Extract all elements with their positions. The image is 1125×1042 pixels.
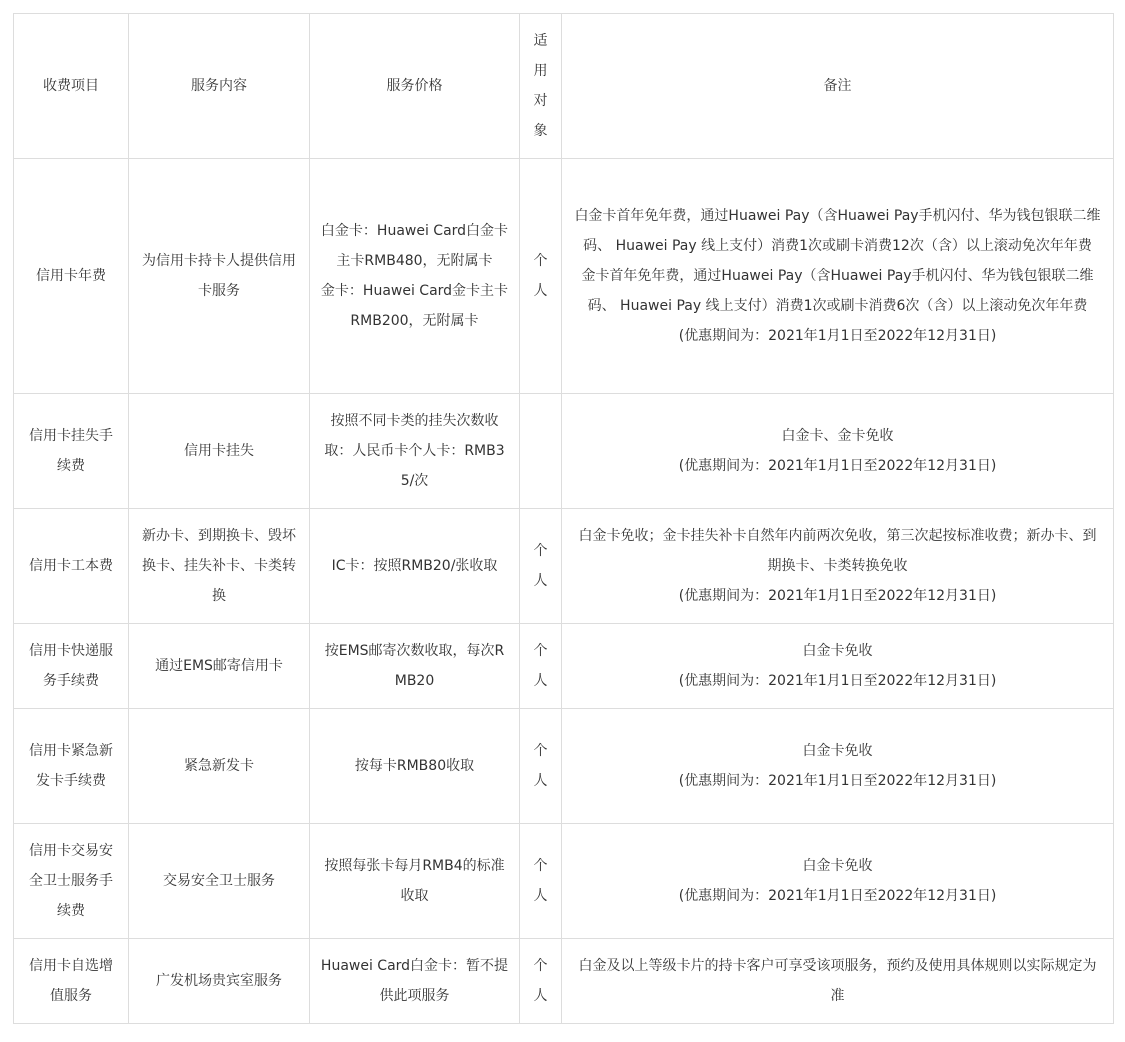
cell-content [129, 624, 310, 709]
target-text: 个人 [533, 253, 548, 299]
content-text: 广发机场贵宾室服务 [156, 973, 282, 989]
item-text: 信用卡快递服务手续费 [29, 643, 113, 689]
remark-text: 白金卡免收 (优惠期间为：2021年1月1日至2022年12月31日) [678, 643, 997, 689]
header-service-content [129, 14, 310, 159]
cell-remark [562, 159, 1114, 394]
cell-price [310, 159, 520, 394]
table-row [14, 709, 1114, 824]
cell-content [129, 509, 310, 624]
table-row [14, 159, 1114, 394]
header-label: 服务价格 [386, 78, 443, 94]
cell-remark [562, 509, 1114, 624]
cell-content [129, 939, 310, 1024]
item-text: 信用卡工本费 [29, 558, 113, 574]
item-text: 信用卡挂失手续费 [29, 428, 113, 474]
price-text: IC卡：按照RMB20/张收取 [331, 558, 498, 574]
target-text: 个人 [533, 543, 548, 589]
cell-item [14, 939, 129, 1024]
cell-item [14, 709, 129, 824]
target-text: 个人 [533, 643, 548, 689]
cell-item [14, 394, 129, 509]
header-service-price [310, 14, 520, 159]
cell-target [520, 159, 562, 394]
remark-text: 白金卡免收 (优惠期间为：2021年1月1日至2022年12月31日) [678, 743, 997, 789]
content-text: 信用卡挂失 [184, 443, 254, 459]
table-row [14, 509, 1114, 624]
cell-remark [562, 624, 1114, 709]
header-fee-item [14, 14, 129, 159]
table-row [14, 939, 1114, 1024]
target-text: 个人 [533, 958, 548, 1004]
cell-remark [562, 394, 1114, 509]
cell-price [310, 939, 520, 1024]
cell-price [310, 709, 520, 824]
remark-text: 白金及以上等级卡片的持卡客户可享受该项服务，预约及使用具体规则以实际规定为准 [578, 958, 1097, 1004]
item-text: 信用卡自选增值服务 [29, 958, 113, 1004]
cell-target [520, 509, 562, 624]
price-text: 按EMS邮寄次数收取，每次RMB20 [324, 643, 505, 689]
cell-target [520, 394, 562, 509]
remark-text: 白金卡免收；金卡挂失补卡自然年内前两次免收，第三次起按标准收费；新办卡、到期换卡、卡类转换免收 (优惠期间为：2021年1月1日至2022年12月31日) [578, 528, 1097, 604]
cell-content [129, 709, 310, 824]
cell-remark [562, 939, 1114, 1024]
header-remark [562, 14, 1114, 159]
header-label: 适用对象 [533, 33, 548, 139]
header-label: 备注 [823, 78, 852, 94]
fee-table [13, 13, 1114, 1024]
table-row [14, 624, 1114, 709]
cell-price [310, 509, 520, 624]
content-text: 为信用卡持卡人提供信用卡服务 [142, 253, 296, 299]
item-text: 信用卡年费 [36, 268, 106, 284]
header-target [520, 14, 562, 159]
content-text: 紧急新发卡 [184, 758, 254, 774]
cell-price [310, 394, 520, 509]
price-text: 白金卡：Huawei Card白金卡主卡RMB480，无附属卡 金卡：Huawei Card金卡主卡RMB200，无附属卡 [320, 223, 509, 329]
cell-price [310, 624, 520, 709]
cell-remark [562, 709, 1114, 824]
price-text: Huawei Card白金卡：暂不提供此项服务 [320, 958, 509, 1004]
header-label: 收费项目 [43, 78, 99, 94]
cell-target [520, 709, 562, 824]
remark-text: 白金卡免收 (优惠期间为：2021年1月1日至2022年12月31日) [678, 858, 997, 904]
cell-item [14, 624, 129, 709]
cell-target [520, 939, 562, 1024]
table-row [14, 394, 1114, 509]
cell-content [129, 394, 310, 509]
content-text: 新办卡、到期换卡、毁坏换卡、挂失补卡、卡类转换 [142, 528, 296, 604]
cell-content [129, 824, 310, 939]
cell-content [129, 159, 310, 394]
cell-item [14, 159, 129, 394]
content-text: 交易安全卫士服务 [163, 873, 275, 889]
item-text: 信用卡交易安全卫士服务手续费 [29, 843, 113, 919]
price-text: 按每卡RMB80收取 [354, 758, 475, 774]
target-text: 个人 [533, 743, 548, 789]
item-text: 信用卡紧急新发卡手续费 [29, 743, 113, 789]
content-text: 通过EMS邮寄信用卡 [155, 658, 283, 674]
target-text: 个人 [533, 858, 548, 904]
cell-target [520, 824, 562, 939]
cell-item [14, 509, 129, 624]
price-text: 按照每张卡每月RMB4的标准收取 [324, 858, 505, 904]
price-text: 按照不同卡类的挂失次数收取：人民币卡个人卡：RMB35/次 [324, 413, 505, 489]
cell-target [520, 624, 562, 709]
cell-price [310, 824, 520, 939]
cell-item [14, 824, 129, 939]
remark-text: 白金卡首年免年费，通过Huawei Pay（含Huawei Pay手机闪付、华为钱包银联二维码、 Huawei Pay 线上支付）消费1次或刷卡消费12次（含）以上滚动免次年年费 金卡首年免年费，通过Huawei Pay（含Huawei Pay手机闪付、华为钱包银联二维码、 Huawei Pay 线上支付）消费1次或刷卡消费6次（含）以上滚动免次年年费 (优惠期间为：2021年1月1日至2022年12月31日) [574, 208, 1101, 344]
table-header-row [14, 14, 1114, 159]
cell-remark [562, 824, 1114, 939]
table-row [14, 824, 1114, 939]
header-label: 服务内容 [191, 78, 247, 94]
remark-text: 白金卡、金卡免收 (优惠期间为：2021年1月1日至2022年12月31日) [678, 428, 997, 474]
